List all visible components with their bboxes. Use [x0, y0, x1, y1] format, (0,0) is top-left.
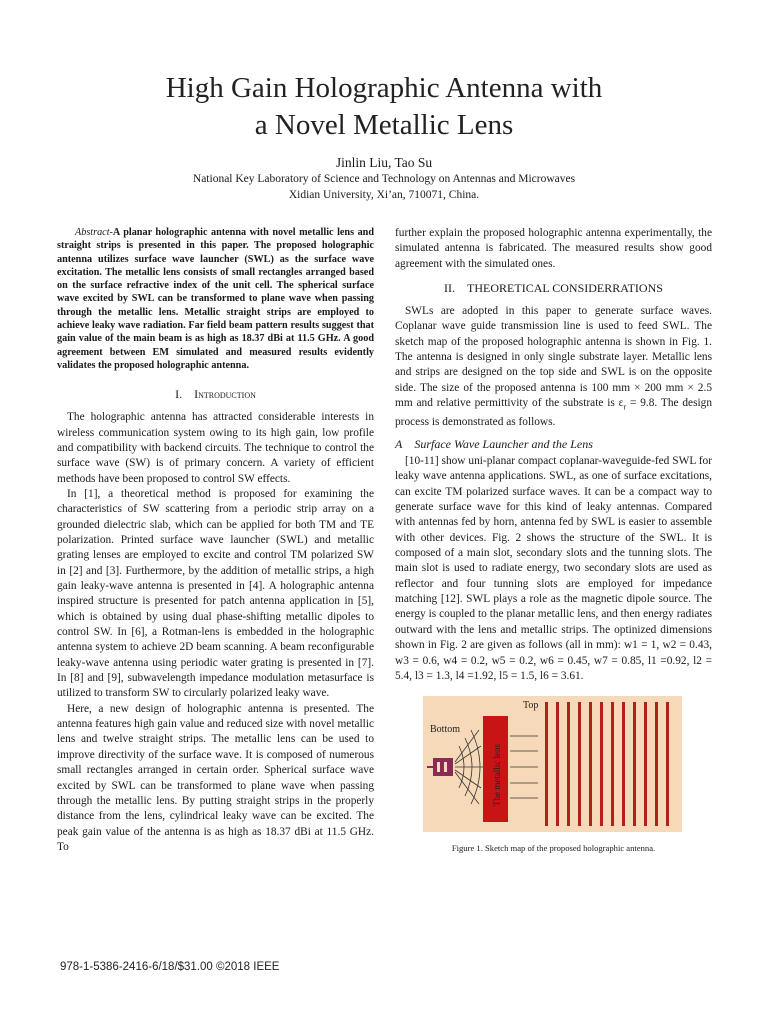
- strip: [622, 702, 625, 826]
- abstract-text: A planar holographic antenna with novel metallic lens and straight strips is presented in this paper. The proposed holographic antenna utilizes surface wave launcher (SWL) as the surface wave excitation. The metallic lens consists of small rectangles arranged based on the surface refractive index of the unit cell. The spherical surface wave excited by SWL can be transformed to plane wave when passing through the metallic lens. Metallic straight strips are employed to achieve leaky wave radiation. Far field beam pattern results suggest that gain value of the main beam is as high as 18.37 dBi at 11.5 GHz. A good agreement between EM simulated and measured results evidently validates the proposed holographic antenna.: [57, 227, 374, 371]
- strip: [556, 702, 559, 826]
- figure-label-bottom: Bottom: [430, 724, 461, 736]
- right-paragraph-continued: further explain the proposed holographic antenna experimentally, the simulated antenna is fabricated. The measured results show good agreement with the simulated ones.: [395, 227, 712, 270]
- swl-text: [10-11] show uni-planar compact coplanar-waveguide-fed SWL for leaky wave antenna applications. SWL, as one of surface excitations, can excite TM polarized surface waves. It can be a compact way to generate surface wave for this kind of leaky antennas. Compared with antennas fed by horn, antenna fed by SWL is easier to assemble with other devices. Fig. 2 shows the structure of the SWL. It is composed of a main slot, secondary slots and the tunning slots. The main slot is used to radiate energy, two secondary slots are used as reflector and four tunning slots are employed for impedance matching [12]. SWL plays a role as the magnetic dipole source. The energy is coupled to the planar metallic lens, and then energy radiates outward with the lens and metallic strips. The optinized dimensions shown in Fig. 2 are given as follows (all in mm):: [395, 455, 712, 652]
- figure-label-top: Top: [523, 700, 539, 712]
- affiliation-line-2: Xidian University, Xi’an, 710071, China.: [288, 189, 480, 201]
- theory-paragraph-1: [395, 304, 712, 430]
- title-line-2: a Novel Metallic Lens: [254, 109, 514, 141]
- swl-body: [433, 758, 453, 776]
- strip: [644, 702, 647, 826]
- dimensions-list: w1 = 1, w2 = 0.43, w3 = 0.6, w4 = 0.2, w5 = 0.2, w6 = 0.45, w7 = 0.85, l1 =0.92, l2 = 5.4, l3 = 1.3, l4 =1.92, l5 = 1.5, l6 = 3.61.: [395, 639, 712, 682]
- subsection-heading-a: A Surface Wave Launcher and the Lens: [395, 437, 593, 452]
- theory-text: SWLs are adopted in this paper to generate surface waves. Coplanar wave guide transmission line is used to feed SWL. The sketch map of the proposed holographic antenna is shown in Fig. 1. The antenna is designed in only single substrate layer. Metallic lens and strips are designed on the top side and SWL is on the opposite side. The size of the proposed antenna is 100 mm × 200 mm × 2.5 mm and relative permittivity of the substrate is ε: [395, 305, 712, 410]
- intro-paragraph-3: Here, a new design of holographic antenna is presented. The antenna features high gain value and reduced size with novel metallic lens and twelve straight strips. The metallic lens can be used to improve directivity of the surface wave. It is composed of numerous small rectangles arranged in certain order. Spherical surface wave excited by SWL can be transformed to plane wave when passing through the metallic lens. By putting straight strips in the properly distance from the lens, cylindrical leaky wave can be excited. The peak gain value of the antenna is as high as 18.37 dBi at 11.5 GHz. To: [57, 702, 374, 853]
- authors: Jinlin Liu, Tao Su: [335, 155, 433, 170]
- swl-slot-1: [437, 762, 440, 772]
- strip: [611, 702, 614, 826]
- title-line-1: High Gain Holographic Antenna with: [165, 72, 603, 104]
- strip: [666, 702, 669, 826]
- figure-caption: Figure 1. Sketch map of the proposed holographic antenna.: [451, 843, 656, 854]
- figure-background: [423, 696, 682, 832]
- strip: [578, 702, 581, 826]
- swl-feed: [427, 766, 433, 768]
- strip: [567, 702, 570, 826]
- strip: [589, 702, 592, 826]
- intro-paragraph-1: The holographic antenna has attracted considerable interests in wireless communication system owing to its high gain, low profile and compatibility with backend circuits. The technique to control the surface wave (SW) is of primary concern. A variety of efficient methods have been proposed to control SW effects.: [57, 411, 374, 485]
- swl-paragraph: [395, 454, 712, 684]
- paper-title: [0, 70, 768, 144]
- affiliation-line-1: National Key Laboratory of Science and Technology on Antennas and Microwaves: [192, 173, 576, 185]
- abstract-label: Abstract-: [75, 227, 113, 238]
- strip: [633, 702, 636, 826]
- strip: [545, 702, 548, 826]
- section-heading-introduction: I. Introduction: [175, 387, 256, 402]
- section-heading-theory: II. THEORETICAL CONSIDERRATIONS: [444, 281, 663, 296]
- figure-1: [423, 696, 682, 832]
- strip: [600, 702, 603, 826]
- right-column: [395, 226, 712, 854]
- left-column: [57, 226, 374, 855]
- antenna-sketch: [423, 696, 682, 832]
- copyright-footer: 978-1-5386-2416-6/18/$31.00 ©2018 IEEE: [60, 961, 280, 973]
- permittivity-subscript: r: [623, 402, 627, 412]
- strip: [655, 702, 658, 826]
- lens-label: The metallic lens: [492, 744, 502, 807]
- abstract: [57, 226, 374, 372]
- theory-text-end: = 9.8. The design process is demonstrated as follows.: [395, 397, 713, 428]
- intro-paragraph-2: In [1], a theoretical method is proposed for examining the characteristics of SW scattering from a periodic strip array on a grounded dielectric slab, which can be applied for both TM and TE polarization. Printed surface wave launcher (SWL) and metallic grating lenses are employed to excite and control TM polarized SW in [2] and [3]. Furthermore, by the addition of metallic strips, a high gain leaky-wave antenna is presented in [4]. A holographic antenna inspired structure is presented for patch antenna application in [5], which is obtained by using dual phase-shifting metallic dipoles to control SW. In [6], a Rotman-lens is embedded in the holographic antenna system to achieve 2D beam scanning. A beam reconfigurable leaky-wave antenna using periodic water grating is presented in [7]. In [8] and [9], subwavelength impedance modulation metasurface is utilized to transform SW to circularly polarized leaky wave.: [57, 487, 374, 700]
- swl-slot-2: [444, 762, 447, 772]
